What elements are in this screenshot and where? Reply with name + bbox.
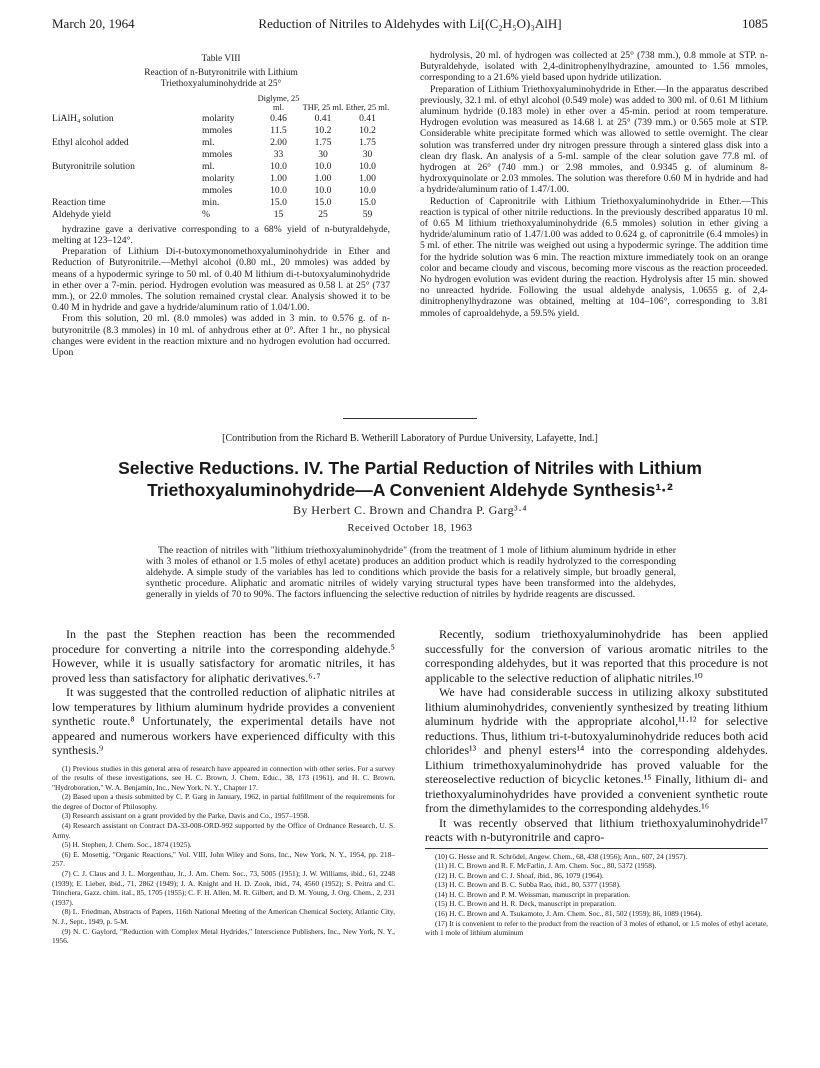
cell-value: 10.0 <box>270 160 287 172</box>
cell-value: 1.00 <box>270 172 287 184</box>
body-left-column <box>52 627 395 946</box>
paragraph: Recently, sodium triethoxyaluminohydride has been applied successfully for the conversion of various aromatic nitriles to the corresponding aldehydes, but it was reported that this procedure is not applicable to the selective reduction of aliphatic nitriles.¹⁰ <box>425 627 768 685</box>
table-row <box>52 125 390 137</box>
article-title <box>60 457 760 501</box>
footnote: (7) C. J. Claus and J. L. Morgenthau, Jr., J. Am. Chem. Soc., 73, 5005 (1951); J. W. Williams, ibid., 61, 2248 (1939); E. Lieber, ibid., 71, 2862 (1949); J. A. Knight and H. D. Zook, ibid., 74, 4560 (1952); S. Peitra and C. Trinchera, Gazz. chim. ital., 85, 1705 (1955); C. F. H. Allen, M. R. Gilbert, and D. M. Young, J. Org. Chem., 2, 231 (1937). <box>52 869 395 907</box>
footnote: (13) H. C. Brown and B. C. Subba Rao, ibid., 80, 5377 (1958). <box>435 880 621 890</box>
footnote: (14) H. C. Brown and P. M. Weissman, manuscript in preparation. <box>435 889 631 899</box>
row-label <box>52 173 202 185</box>
cell-value: 10.0 <box>359 160 376 172</box>
row-unit: ml. <box>202 160 215 172</box>
col-header-thf: THF, 25 ml. <box>302 103 344 113</box>
cell-value: 25 <box>318 208 328 220</box>
cell-value: 1.00 <box>314 172 332 184</box>
right-top-text <box>420 50 768 319</box>
table-row <box>52 113 390 125</box>
row-unit: mmoles <box>202 148 233 160</box>
cell-value: 0.41 <box>359 112 376 124</box>
row-unit: min. <box>202 196 220 208</box>
cell-value: 30 <box>362 148 373 160</box>
cell-value: 15.0 <box>314 196 332 208</box>
row-label: Ethyl alcohol added <box>52 136 129 148</box>
cell-value: 30 <box>318 148 328 160</box>
table-row <box>52 137 390 149</box>
paragraph: Reduction of Capronitrile with Lithium Triethoxyaluminohydride in Ether.—This reaction is typical of other nitrile reductions. In the previously described apparatus 10 ml. of 0.65 M lithium triethoxyaluminohydride (6.5 mmoles) solution in ether giving a hydride/aluminum ratio of 1.47/1.00 was added to 0.624 g. of capronitrile (6.4 mmoles) in 5 ml. of ether. The nitrile was weighed out using a hypodermic syringe. The addition time for the hydride solution was 6 min. The reaction mixture immediately took on an orange color and became cloudy and viscous, becoming more viscous as the reaction proceeded. No hydrogen evolution was evident during the reaction. Hydrolysis after 15 min. showed no unreacted hydride. Following the usual aldehyde analysis, 1.0655 g. of 2,4-dinitrophenylhydrazone was obtained, melting at 104–106°, corresponding to 3.81 mmoles of caproaldehyde, a 59.5% yield. <box>420 195 768 319</box>
row-label: Reaction time <box>52 196 106 208</box>
author-line: By Herbert C. Brown and Chandra P. Garg³·⁴ <box>293 503 527 517</box>
footnote: (4) Research assistant on Contract DA-33-008-ORD-992 supported by the Office of Ordnance Research, U. S. Army. <box>52 821 395 840</box>
header-page-number: 1085 <box>742 16 768 31</box>
footnote: (17) It is convenient to refer to the product from the reaction of 3 moles of ethanol, or 1.5 moles of ethyl acetate, with 1 mole of lithium aluminum <box>425 918 768 938</box>
article-title-line1: Selective Reductions. IV. The Partial Reduction of Nitriles with Lithium <box>118 458 702 478</box>
row-label <box>52 125 202 137</box>
table-row <box>52 161 390 173</box>
footnote-rule <box>425 848 768 849</box>
footnote: (1) Previous studies in this general area of research have appeared in connection with other series. For a survey of the results of these investigations, see H. C. Brown, J. Chem. Educ., 38, 173 (1961), and H. C. Brown, "Hydroboration," W. A. Benjamin, Inc., New York, N. Y., Chapter 17. <box>52 763 395 792</box>
cell-value: 11.5 <box>270 124 287 136</box>
paragraph: hydrolysis, 20 ml. of hydrogen was collected at 25° (738 mm.), 0.8 mmole at STP. n-Butyraldehyde, isolated with 2,4-dinitrophenylhydrazine, amounted to 1.56 mmoles, corresponding to a 21.6% yield based upon hydride utilization. <box>420 50 768 84</box>
cell-value: 59 <box>362 208 373 220</box>
cell-value: 10.2 <box>359 124 376 136</box>
cell-value: 15 <box>273 208 284 220</box>
col-header-ether: Ether, 25 ml. <box>345 103 390 113</box>
paragraph: Preparation of Lithium Di-t-butoxymonomethoxyaluminohydride in Ether and Reduction of Butyronitrile.—Methyl alcohol (0.80 ml., 20 mmoles) was added by means of a hypodermic syringe to 50 ml. of 0.40 M lithium di-t-butoxyaluminohydride in ether over a 7-min. period. Hydrogen evolution was measured as 0.58 l. at 25° (737 mm.), or 22.0 mmoles. The solution remained crystal clear. Analysis showed it to be 0.40 M in hydride and gave a hydride/aluminum ratio of 1.04/1.00. <box>52 246 390 314</box>
body-right-column <box>425 627 768 938</box>
footnotes-right <box>425 852 768 938</box>
paragraph: In the past the Stephen reaction has been the recommended procedure for converting a nitrile into the corresponding aldehyde.⁵ However, while it is usually satisfactory for aromatic nitriles, it has proved less than satisfactory for aliphatic derivatives.⁶·⁷ <box>52 627 395 685</box>
paragraph: We have had considerable success in utilizing alkoxy substituted lithium aluminohydrides, conveniently synthesized by treating lithium aluminum hydride with the appropriate alcohol,¹¹·¹² for selective reductions. Thus, lithium tri-t-butoxyaluminohydride reduces both acid chlorides¹³ and phenyl esters¹⁴ into the corresponding aldehydes. Lithium trimethoxyaluminohydride has proved valuable for the stereoselective reduction of bicyclic ketones.¹⁵ Finally, lithium di- and triethoxyaluminohydrides have provided a convenient synthetic route from the dimethylamides to the corresponding aldehydes.¹⁶ <box>425 685 768 815</box>
paragraph: It was recently observed that lithium triethoxyaluminohydride¹⁷ reacts with n-butyronitrile and capro- <box>425 815 768 844</box>
abstract-text: The reaction of nitriles with "lithium triethoxyaluminohydride" (from the treatment of 1 mole of lithium aluminum hydride in ether with 3 moles of ethanol or 1.5 moles of ethyl acetate) produces an addition product which is readily hydrolyzed to the corresponding aldehyde. A simple study of the variables has led to conditions which provide the basis for a relatively simple, but broadly general, synthetic procedure. Aliphatic and aromatic nitriles of widely varying structural types have been transformed into the aldehydes, generally in yields of 70 to 90%. The factors influencing the selective reduction of nitriles by hydride reagents are discussed. <box>146 545 676 600</box>
table-row <box>52 197 390 209</box>
received-date: Received October 18, 1963 <box>347 523 473 534</box>
paragraph: Preparation of Lithium Triethoxyaluminohydride in Ether.—In the apparatus described previously, 32.1 ml. of ethyl alcohol (0.549 mole) was added to 300 ml. of 0.61 M lithium aluminum hydride (0.183 mole) in ether over a 45-min. period at room temperature. Hydrogen evolution was measured as 14.68 l. at 25° (739 mm.) or 0.565 mole at STP. Considerable white precipitate formed which was allowed to settle overnight. The clear solution was transferred under dry nitrogen pressure through a sintered glass disk into a clean dry flask. An analysis of a 5-ml. sample of the clear solution gave 77.8 ml. of hydrogen at 26° (740 mm.) or 2.98 mmoles, and 0.9345 g. of aluminum 8-hydroxyquinolate or 2.03 mmoles. The solution was therefore 0.60 M in hydride and had a hydride/aluminum ratio of 1.47/1.00. <box>420 83 768 196</box>
row-unit: molarity <box>202 112 235 124</box>
right-top-column <box>420 50 768 319</box>
footnote: (6) E. Mosettig, "Organic Reactions," Vol. VIII, John Wiley and Sons, Inc., New York, N. Y., 1954, pp. 218–257. <box>52 849 395 869</box>
left-top-column <box>52 50 390 358</box>
row-unit: mmoles <box>202 124 233 136</box>
footnote: (3) Research assistant on a grant provided by the Parke, Davis and Co., 1957–1958. <box>62 811 310 821</box>
cell-value: 10.0 <box>314 184 332 196</box>
row-label <box>52 149 202 161</box>
cell-value: 0.41 <box>314 112 332 124</box>
body-right-text <box>425 627 768 845</box>
table-caption-line2: Triethoxyaluminohydride at 25° <box>160 79 282 90</box>
table-row <box>52 149 390 161</box>
contribution-line: [Contribution from the Richard B. Wetherill Laboratory of Purdue University, Lafayette, Ind.] <box>222 433 598 444</box>
paragraph: hydrazine gave a derivative corresponding to a 68% yield of n-butyraldehyde, melting at 123–124°. <box>52 223 390 246</box>
row-unit: ml. <box>202 136 215 148</box>
footnote: (8) L. Friedman, Abstracts of Papers, 116th National Meeting of the American Chemical Society, Atlantic City, N. J., Sept., 1949, p. 5-M. <box>52 907 395 926</box>
row-unit: molarity <box>202 172 235 184</box>
table-row <box>52 185 390 197</box>
row-label <box>52 185 202 197</box>
footnote: (16) H. C. Brown and A. Tsukamoto, J. Am. Chem. Soc., 81, 502 (1959); 86, 1089 (1964). <box>435 909 703 919</box>
left-top-text <box>52 224 390 358</box>
table-header-row <box>52 93 390 113</box>
cell-value: 33 <box>273 148 284 160</box>
row-unit: % <box>202 208 210 220</box>
paragraph: From this solution, 20 ml. (8.0 mmoles) was added in 3 min. to 0.576 g. of n-butyronitrile (8.3 mmoles) in 10 ml. of anhydrous ether at 0°. After 1 hr., no physical changes were evident in the reaction mixture and no hydrogen evolution had occurred. Upon <box>52 313 390 359</box>
section-divider <box>343 418 477 419</box>
cell-value: 15.0 <box>359 196 376 208</box>
abstract <box>146 546 676 601</box>
header-running-title: Reduction of Nitriles to Aldehydes with Li[(C₂H₅O)₃AlH] <box>258 16 562 31</box>
table-title: Table VIII <box>201 54 241 64</box>
cell-value: 10.2 <box>314 124 332 136</box>
cell-value: 10.0 <box>270 184 287 196</box>
article-title-line2: Triethoxyaluminohydride—A Convenient Aldehyde Synthesis¹·² <box>147 480 673 500</box>
footnote: (12) H. C. Brown and C. J. Shoaf, ibid., 86, 1079 (1964). <box>435 870 604 880</box>
row-label: Butyronitrile solution <box>52 160 135 172</box>
row-unit: mmoles <box>202 184 233 196</box>
body-left-text <box>52 627 395 758</box>
footnote: (9) N. C. Gaylord, "Reduction with Complex Metal Hydrides," Interscience Publishers, Inc., New York, N. Y., 1956. <box>52 926 395 946</box>
cell-value: 1.75 <box>359 136 376 148</box>
data-table <box>52 93 390 221</box>
footnote: (15) H. C. Brown and H. R. Deck, manuscript in preparation. <box>435 899 617 909</box>
footnote: (11) H. C. Brown and R. F. McFarlin, J. Am. Chem. Soc., 80, 5372 (1958). <box>435 861 657 871</box>
table-row <box>52 173 390 185</box>
col-header-diglyme: Diglyme, 25 ml. <box>257 93 300 113</box>
cell-value: 10.0 <box>359 184 376 196</box>
running-header <box>52 16 768 34</box>
cell-value: 0.46 <box>270 112 287 124</box>
footnotes-left <box>52 764 395 946</box>
paragraph: It was suggested that the controlled reduction of aliphatic nitriles at low temperatures by lithium aluminum hydride provides a convenient synthetic route.⁸ Unfortunately, the experimental details have not appeared and numerous workers have experienced difficulty with this synthesis.⁹ <box>52 685 395 757</box>
cell-value: 1.75 <box>314 136 332 148</box>
header-date: March 20, 1964 <box>52 16 135 31</box>
row-label: LiAlH₄ solution <box>52 112 114 124</box>
table-row <box>52 209 390 221</box>
row-label: Aldehyde yield <box>52 208 111 220</box>
footnote: (5) H. Stephen, J. Chem. Soc., 1874 (1925). <box>62 840 192 850</box>
cell-value: 10.0 <box>314 160 332 172</box>
footnote: (10) G. Hesse and R. Schrödel, Angew. Chem., 68, 438 (1956); Ann., 607, 24 (1957). <box>435 851 688 861</box>
cell-value: 2.00 <box>270 136 287 148</box>
table-caption-line1: Reaction of n-Butyronitrile with Lithium <box>144 67 298 78</box>
cell-value: 15.0 <box>270 196 287 208</box>
footnote: (2) Based upon a thesis submitted by C. P. Garg in January, 1962, in partial fulfillment of the requirements for the degree of Doctor of Philosophy. <box>52 792 395 811</box>
cell-value: 1.00 <box>359 172 376 184</box>
